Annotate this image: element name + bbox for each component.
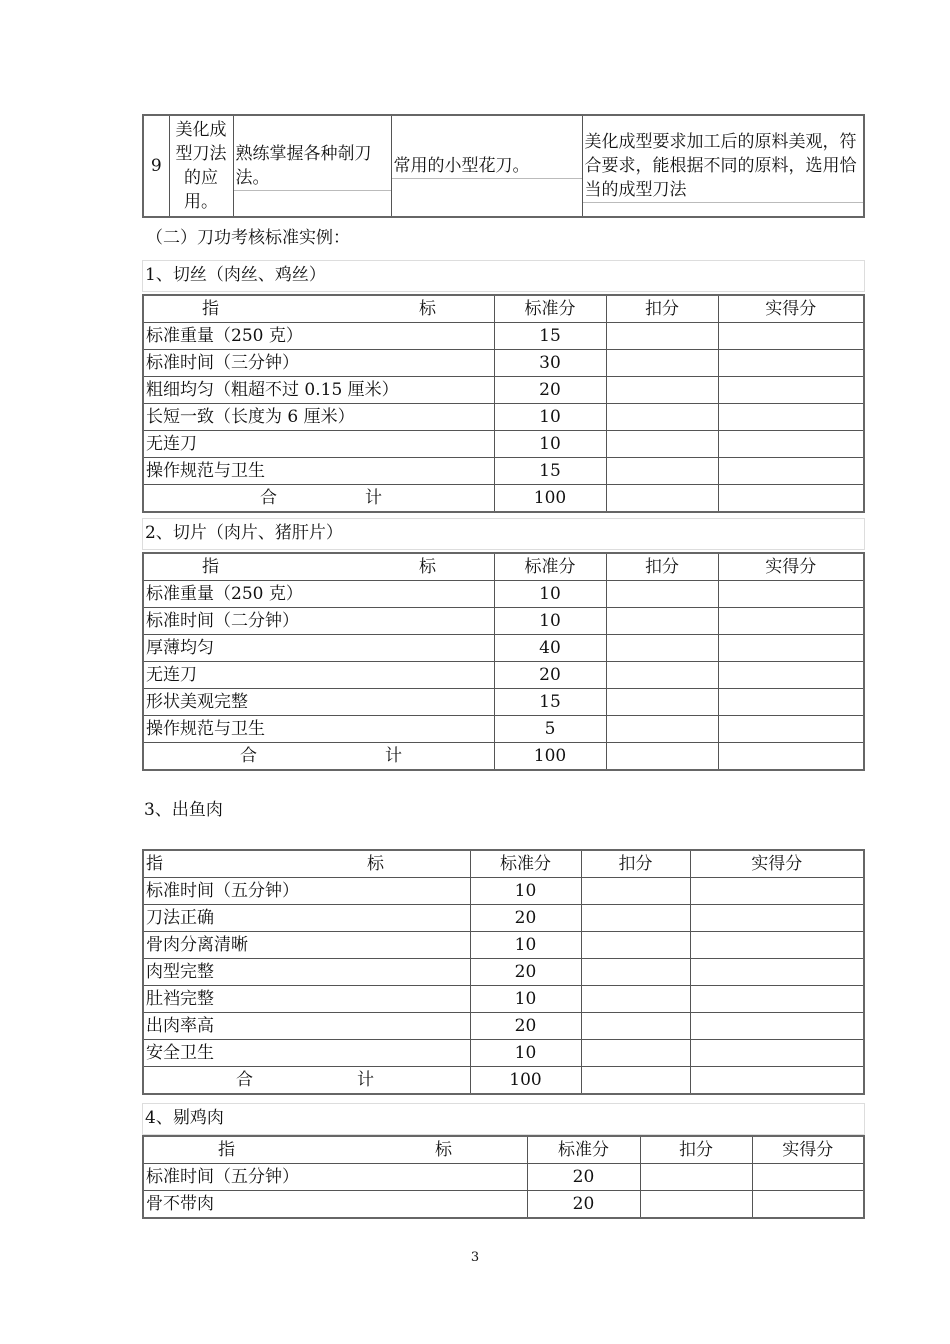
actual-cell [718, 608, 864, 635]
table-4-title: 4、剔鸡肉 [142, 1103, 865, 1135]
table-row [143, 404, 864, 431]
index-header [143, 1136, 527, 1164]
index-header-b: 标 [435, 1140, 452, 1160]
row-score: 20 [470, 1013, 581, 1040]
deduct-cell [606, 581, 718, 608]
deduct-cell [606, 662, 718, 689]
table-2 [142, 552, 865, 771]
deduct-cell [606, 608, 718, 635]
row-label: 标准时间（二分钟） [143, 608, 494, 635]
actual-cell [718, 404, 864, 431]
actual-cell [718, 743, 864, 771]
requirement-text: 熟练掌握各种剞刀法。 [234, 142, 391, 191]
deduct-header: 扣分 [640, 1136, 752, 1164]
total-label [143, 485, 494, 513]
table-3 [142, 849, 865, 1095]
actual-cell [718, 431, 864, 458]
total-label-a: 合 [240, 746, 257, 766]
deduct-cell [581, 1013, 690, 1040]
row-label: 骨肉分离清晰 [143, 932, 470, 959]
deduct-header: 扣分 [606, 553, 718, 581]
actual-header: 实得分 [718, 295, 864, 323]
row-score: 15 [494, 323, 606, 350]
actual-cell [718, 350, 864, 377]
row-label: 出肉率高 [143, 1013, 470, 1040]
actual-header: 实得分 [718, 553, 864, 581]
deduct-cell [606, 743, 718, 771]
index-header [143, 553, 494, 581]
total-score: 100 [494, 743, 606, 771]
deduct-header: 扣分 [581, 850, 690, 878]
actual-cell [718, 377, 864, 404]
total-label-b: 计 [385, 746, 402, 766]
table-row [143, 662, 864, 689]
standard-text: 美化成型要求加工后的原料美观，符合要求，能根据不同的原料，选用恰当的成型刀法 [583, 130, 864, 203]
actual-cell [690, 1067, 864, 1095]
actual-cell [718, 485, 864, 513]
table-3-title: 3、出鱼肉 [144, 800, 223, 820]
row-score: 10 [470, 878, 581, 905]
row-label: 骨不带肉 [143, 1191, 527, 1219]
row-score: 10 [494, 431, 606, 458]
header-row [143, 553, 864, 581]
deduct-cell [581, 1067, 690, 1095]
index-header-b: 标 [367, 854, 384, 874]
index-header-a: 指 [218, 1140, 235, 1160]
row-score: 10 [470, 932, 581, 959]
table-row [143, 1164, 864, 1191]
total-label [143, 1067, 470, 1095]
table-row [143, 932, 864, 959]
table-row [143, 905, 864, 932]
row-score: 20 [527, 1164, 640, 1191]
deduct-cell [606, 635, 718, 662]
index-header [143, 295, 494, 323]
actual-cell [690, 986, 864, 1013]
actual-cell [718, 635, 864, 662]
deduct-cell [640, 1164, 752, 1191]
row-label: 厚薄均匀 [143, 635, 494, 662]
table-row [143, 350, 864, 377]
page-number: 3 [470, 1250, 480, 1265]
row-label: 标准重量（250 克） [143, 581, 494, 608]
row-label: 标准时间（五分钟） [143, 878, 470, 905]
index-header-a: 指 [202, 557, 219, 577]
index-header [143, 850, 470, 878]
deduct-cell [581, 932, 690, 959]
row-score: 40 [494, 635, 606, 662]
score-header: 标准分 [470, 850, 581, 878]
table-row [143, 959, 864, 986]
row-score: 20 [527, 1191, 640, 1219]
row-label: 标准时间（三分钟） [143, 350, 494, 377]
table-row [143, 323, 864, 350]
table-row [143, 458, 864, 485]
section-title: （二）刀功考核标准实例： [146, 228, 350, 248]
total-label [143, 743, 494, 771]
deduct-header: 扣分 [606, 295, 718, 323]
table-row [143, 878, 864, 905]
total-label-a: 合 [236, 1070, 253, 1090]
total-label-b: 计 [357, 1070, 374, 1090]
actual-header: 实得分 [690, 850, 864, 878]
table-2-title: 2、切片（肉片、猪肝片） [142, 518, 865, 550]
row-score: 10 [494, 404, 606, 431]
header-row [143, 850, 864, 878]
row-label: 操作规范与卫生 [143, 716, 494, 743]
table-row [143, 608, 864, 635]
score-header: 标准分 [494, 553, 606, 581]
row-label: 操作规范与卫生 [143, 458, 494, 485]
row-label: 标准重量（250 克） [143, 323, 494, 350]
row-score: 20 [494, 377, 606, 404]
index-header-a: 指 [202, 299, 219, 319]
row-score: 10 [470, 986, 581, 1013]
table-row [143, 689, 864, 716]
table-1 [142, 294, 865, 513]
score-header: 标准分 [527, 1136, 640, 1164]
row-score: 20 [494, 662, 606, 689]
row-score: 10 [494, 608, 606, 635]
row-label: 无连刀 [143, 431, 494, 458]
actual-cell [690, 1040, 864, 1067]
deduct-cell [581, 878, 690, 905]
header-row [143, 1136, 864, 1164]
actual-cell [690, 1013, 864, 1040]
actual-cell [690, 878, 864, 905]
content-text: 常用的小型花刀。 [392, 154, 582, 179]
total-label-a: 合 [260, 488, 277, 508]
table-1-title: 1、切丝（肉丝、鸡丝） [142, 260, 865, 292]
table-row [143, 581, 864, 608]
actual-cell [718, 323, 864, 350]
row-label: 长短一致（长度为 6 厘米） [143, 404, 494, 431]
row-score: 10 [470, 1040, 581, 1067]
requirement-cell [233, 115, 391, 217]
top-criteria-table [142, 114, 865, 218]
table-4 [142, 1135, 865, 1219]
actual-cell [718, 458, 864, 485]
total-row [143, 485, 864, 513]
total-row [143, 1067, 864, 1095]
row-label: 标准时间（五分钟） [143, 1164, 527, 1191]
index-header-a: 指 [146, 854, 163, 874]
score-header: 标准分 [494, 295, 606, 323]
total-row [143, 743, 864, 771]
row-label: 粗细均匀（粗超不过 0.15 厘米） [143, 377, 494, 404]
row-label: 刀法正确 [143, 905, 470, 932]
row-score: 30 [494, 350, 606, 377]
actual-cell [690, 932, 864, 959]
actual-cell [690, 905, 864, 932]
deduct-cell [606, 377, 718, 404]
actual-cell [718, 662, 864, 689]
deduct-cell [581, 959, 690, 986]
deduct-cell [606, 485, 718, 513]
row-label: 形状美观完整 [143, 689, 494, 716]
actual-cell [690, 959, 864, 986]
item-cell: 美化成型刀法的应用。 [169, 115, 233, 217]
actual-cell [718, 581, 864, 608]
deduct-cell [606, 689, 718, 716]
actual-cell [718, 689, 864, 716]
header-row [143, 295, 864, 323]
index-header-b: 标 [419, 557, 436, 577]
total-label-b: 计 [365, 488, 382, 508]
row-score: 20 [470, 905, 581, 932]
row-label: 肉型完整 [143, 959, 470, 986]
table-row [143, 377, 864, 404]
standard-cell [582, 115, 864, 217]
table-row [143, 635, 864, 662]
row-score: 5 [494, 716, 606, 743]
table-row [143, 1040, 864, 1067]
deduct-cell [640, 1191, 752, 1219]
deduct-cell [606, 323, 718, 350]
row-label: 安全卫生 [143, 1040, 470, 1067]
actual-cell [752, 1191, 864, 1219]
deduct-cell [606, 350, 718, 377]
content-cell [391, 115, 582, 217]
row-score: 20 [470, 959, 581, 986]
row-score: 10 [494, 581, 606, 608]
table-row [143, 1191, 864, 1219]
table-row [143, 986, 864, 1013]
row-label: 肚裆完整 [143, 986, 470, 1013]
index-header-b: 标 [419, 299, 436, 319]
deduct-cell [606, 458, 718, 485]
table-row [143, 431, 864, 458]
deduct-cell [581, 905, 690, 932]
row-number: 9 [143, 115, 169, 217]
total-score: 100 [470, 1067, 581, 1095]
deduct-cell [606, 716, 718, 743]
table-row [143, 1013, 864, 1040]
row-label: 无连刀 [143, 662, 494, 689]
actual-cell [752, 1164, 864, 1191]
table-row [143, 716, 864, 743]
deduct-cell [581, 1040, 690, 1067]
row-score: 15 [494, 458, 606, 485]
actual-header: 实得分 [752, 1136, 864, 1164]
total-score: 100 [494, 485, 606, 513]
deduct-cell [606, 404, 718, 431]
deduct-cell [606, 431, 718, 458]
row-score: 15 [494, 689, 606, 716]
deduct-cell [581, 986, 690, 1013]
actual-cell [718, 716, 864, 743]
